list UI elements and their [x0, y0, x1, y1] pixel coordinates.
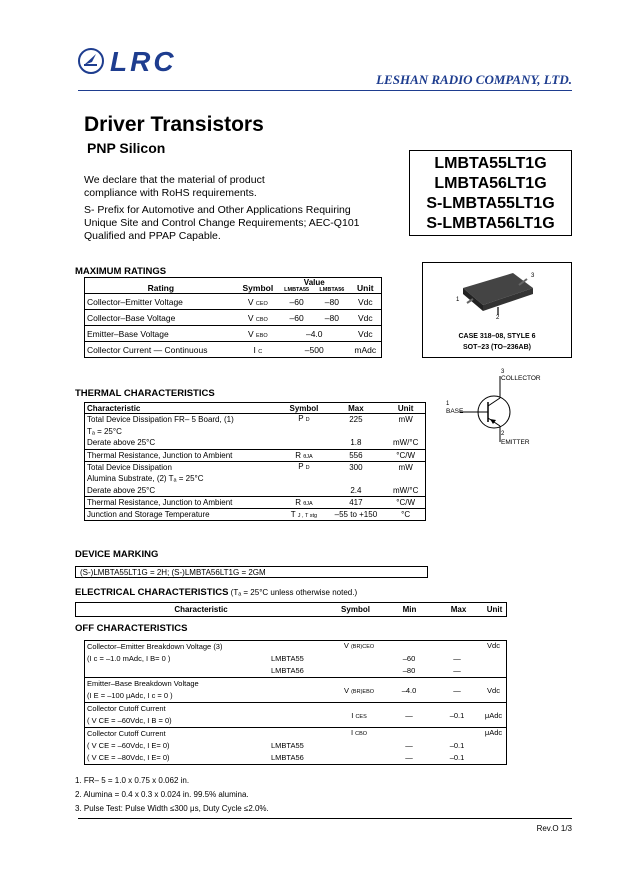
part-number: S-LMBTA56LT1G: [426, 215, 555, 232]
intro-line: Qualified and PPAP Capable.: [84, 230, 221, 242]
min-cell: –4.0: [401, 685, 417, 695]
max-cell: 556: [349, 450, 363, 460]
device-marking-title: DEVICE MARKING: [75, 549, 159, 560]
max-cell: –0.1: [449, 741, 465, 750]
table-row: [85, 449, 426, 461]
unit-cell: Vdc: [357, 296, 373, 307]
min-cell: –60: [402, 654, 416, 663]
symbol-sub: CEO: [255, 300, 268, 307]
electrical-title: ELECTRICAL CHARACTERISTICS: [75, 587, 229, 598]
package-drawing: [423, 263, 571, 323]
col-symbol: Symbol: [289, 403, 319, 413]
char-line: Collector–Emitter Breakdown Voltage (3): [87, 642, 223, 651]
max-cell: —: [453, 654, 461, 663]
table-row: [85, 326, 382, 342]
table-row: [85, 310, 382, 326]
intro-text: [84, 174, 360, 243]
unit-cell: Vdc: [357, 328, 373, 339]
value-cell: –4.0: [305, 328, 323, 339]
unit-cell: °C/W: [396, 450, 416, 460]
thermal-table: [84, 402, 426, 521]
device-cell: LMBTA56: [271, 753, 304, 762]
table-row: [85, 294, 382, 310]
emitter-pin: 2: [501, 431, 505, 437]
unit-cell: Vdc: [357, 312, 373, 323]
device-cell: LMBTA55: [271, 741, 304, 750]
pin-label: 1: [456, 297, 460, 303]
footnote: 2. Alumina = 0.4 x 0.3 x 0.024 in. 99.5% alumina.: [75, 790, 249, 799]
table-row: [85, 703, 507, 728]
package-case: CASE 318–08, STYLE 6: [458, 333, 536, 340]
col-value: Value: [303, 278, 325, 287]
collector-label: COLLECTOR: [501, 375, 541, 382]
unit-cell: μAdc: [484, 710, 503, 720]
symbol-sub: J , T stg: [297, 513, 318, 519]
unit-cell: mW/°C: [392, 438, 419, 447]
electrical-header-table: [75, 602, 507, 617]
table-row: [85, 509, 426, 521]
char-line: (I c = –1.0 mAdc, I B= 0 ): [87, 654, 171, 663]
table-row: [85, 497, 426, 509]
symbol-sub: CES: [355, 713, 367, 720]
char-line: Collector Cutoff Current: [87, 704, 166, 713]
col-v56: LMBTA56: [319, 287, 345, 293]
electrical-title-row: [75, 587, 357, 598]
intro-line: Unique Site and Control Change Requirements; AEC-Q101: [84, 217, 360, 229]
symbol-sub: C: [258, 348, 263, 355]
rating-cell: Collector–Emitter Voltage: [87, 296, 183, 307]
unit-cell: μAdc: [484, 728, 503, 737]
col-symbol: Symbol: [341, 605, 370, 614]
page-title: Driver Transistors: [84, 113, 264, 136]
pin-label: 2: [496, 315, 500, 321]
symbol-cell: V: [247, 312, 254, 323]
char-line: Total Device Dissipation: [87, 462, 172, 472]
max-cell: 300: [349, 462, 363, 472]
max-cell: 417: [349, 498, 363, 507]
symbol-sub: EBO: [256, 332, 268, 339]
min-cell: —: [405, 753, 413, 762]
char-line: (I E = –100 μAdc, I c = 0 ): [87, 691, 173, 700]
table-row: [85, 414, 426, 450]
part-number: S-LMBTA55LT1G: [426, 195, 555, 212]
device-marking-text: (S-)LMBTA55LT1G = 2H; (S-)LMBTA56LT1G = 2GM: [75, 566, 428, 578]
col-rating: Rating: [147, 283, 175, 293]
max-cell: 2.4: [350, 485, 362, 495]
max-cell: –55 to +150: [334, 510, 378, 519]
footer-divider: [78, 818, 572, 819]
unit-cell: mW/°C: [392, 485, 419, 495]
rating-cell: Collector Current — Continuous: [87, 344, 208, 355]
electrical-table: [84, 640, 507, 765]
company-name: LESHAN RADIO COMPANY, LTD.: [376, 72, 572, 87]
col-unit: Unit: [397, 403, 414, 413]
value-cell: –80: [324, 296, 339, 307]
symbol-cell: P: [298, 414, 304, 423]
symbol-cell: V: [247, 296, 254, 307]
col-unit: Unit: [486, 605, 503, 614]
symbol-cell: R: [295, 450, 301, 460]
symbol-sub: CBO: [255, 316, 268, 323]
char-line: Thermal Resistance, Junction to Ambient: [87, 498, 233, 507]
char-line: ( V CE = –60Vdc, I E= 0): [87, 741, 170, 750]
char-line: Junction and Storage Temperature: [87, 510, 210, 519]
footnote: 3. Pulse Test: Pulse Width ≤300 μs, Duty Cycle ≤2.0%.: [75, 804, 269, 813]
max-cell: —: [453, 685, 461, 695]
char-line: Total Device Dissipation FR– 5 Board, (1): [87, 415, 234, 424]
max-cell: 225: [349, 415, 363, 424]
part-number-box: [409, 150, 572, 236]
col-min: Min: [402, 605, 417, 614]
part-number: LMBTA56LT1G: [434, 175, 547, 192]
max-cell: 1.8: [350, 438, 362, 447]
value-cell: –60: [289, 312, 304, 323]
part-number: LMBTA55LT1G: [434, 155, 547, 172]
char-line: Alumina Substrate, (2) Tₐ = 25°C: [87, 474, 204, 483]
rating-cell: Collector–Base Voltage: [87, 312, 176, 323]
table-row: [85, 678, 507, 703]
col-v55: LMBTA55: [284, 287, 310, 293]
symbol-sub: D: [305, 417, 310, 423]
intro-line: We declare that the material of product: [84, 174, 265, 186]
symbol-cell: R: [295, 498, 301, 507]
symbol-sub: θJA: [303, 501, 313, 507]
footnote: 1. FR– 5 = 1.0 x 0.75 x 0.062 in.: [75, 776, 190, 785]
pin-label: 3: [531, 273, 535, 279]
symbol-sub: (BR)CEO: [350, 644, 375, 650]
collector-pin: 3: [501, 369, 505, 375]
unit-cell: mW: [398, 415, 413, 424]
unit-cell: °C/W: [396, 498, 416, 507]
table-row: [85, 461, 426, 497]
symbol-cell: I: [350, 728, 354, 737]
max-ratings-table: [84, 277, 382, 358]
col-max: Max: [348, 403, 364, 413]
max-cell: —: [453, 666, 461, 675]
symbol-cell: P: [298, 461, 304, 471]
unit-cell: mAdc: [354, 344, 377, 355]
col-max: Max: [450, 605, 467, 614]
symbol-cell: I: [253, 344, 256, 355]
unit-cell: °C: [401, 510, 411, 519]
unit-cell: Vdc: [487, 641, 500, 650]
revision: Rev.O 1/3: [536, 824, 572, 833]
logo-text: LRC: [110, 46, 177, 77]
min-cell: –80: [402, 666, 416, 675]
base-label: BASE: [446, 408, 464, 415]
symbol-sub: CBO: [355, 731, 368, 737]
base-pin: 1: [446, 401, 450, 407]
char-line: ( V CE = –80Vdc, I E= 0): [87, 753, 170, 762]
package-box: [422, 262, 572, 358]
thermal-title: THERMAL CHARACTERISTICS: [75, 388, 215, 399]
symbol-sub: D: [305, 464, 310, 471]
footnotes: [75, 774, 269, 816]
value-cell: –500: [304, 344, 324, 355]
char-line: Collector Cutoff Current: [87, 729, 166, 738]
char-line: Emitter–Base Breakdown Voltage: [87, 679, 199, 688]
char-line: Derate above 25°C: [87, 485, 156, 495]
page-subtitle: PNP Silicon: [87, 140, 166, 156]
device-cell: LMBTA56: [271, 666, 304, 675]
symbol-cell: V: [248, 328, 254, 339]
header-divider: [78, 90, 572, 91]
intro-line: compliance with RoHS requirements.: [84, 187, 257, 199]
unit-cell: mW: [398, 462, 413, 472]
package-type: SOT–23 (TO–236AB): [463, 344, 531, 351]
symbol-cell: V: [343, 685, 349, 695]
char-line: ( V CE = –60Vdc, I B = 0): [87, 716, 172, 725]
symbol-cell: I: [351, 710, 354, 720]
unit-cell: Vdc: [487, 685, 500, 695]
max-cell: –0.1: [449, 710, 465, 720]
symbol-cell: V: [343, 641, 349, 650]
device-cell: LMBTA55: [271, 654, 304, 663]
col-unit: Unit: [357, 283, 374, 293]
max-cell: –0.1: [449, 753, 465, 762]
col-characteristic: Characteristic: [87, 403, 141, 413]
char-line: Thermal Resistance, Junction to Ambient: [87, 450, 233, 460]
table-row: [85, 728, 507, 765]
electrical-condition: (Tₐ = 25°C unless otherwise noted.): [230, 588, 358, 597]
symbol-sub: θJA: [303, 453, 313, 460]
logo-icon: [78, 48, 104, 74]
col-characteristic: Characteristic: [174, 605, 228, 614]
symbol-sub: (BR)EBO: [351, 688, 375, 695]
intro-line: S- Prefix for Automotive and Other Applications Requiring: [84, 204, 351, 216]
max-ratings-title: MAXIMUM RATINGS: [75, 266, 167, 277]
char-line: Derate above 25°C: [87, 438, 156, 447]
value-cell: –60: [289, 296, 304, 307]
value-cell: –80: [324, 312, 339, 323]
char-line: Tₐ = 25°C: [87, 426, 122, 436]
emitter-label: EMITTER: [501, 439, 530, 446]
rating-cell: Emitter–Base Voltage: [87, 328, 169, 339]
off-characteristics-title: OFF CHARACTERISTICS: [75, 623, 188, 634]
col-symbol: Symbol: [242, 283, 274, 293]
table-row: [85, 342, 382, 358]
min-cell: —: [405, 710, 413, 720]
min-cell: —: [405, 741, 413, 750]
table-row: [85, 641, 507, 678]
symbol-cell: T: [290, 510, 296, 519]
